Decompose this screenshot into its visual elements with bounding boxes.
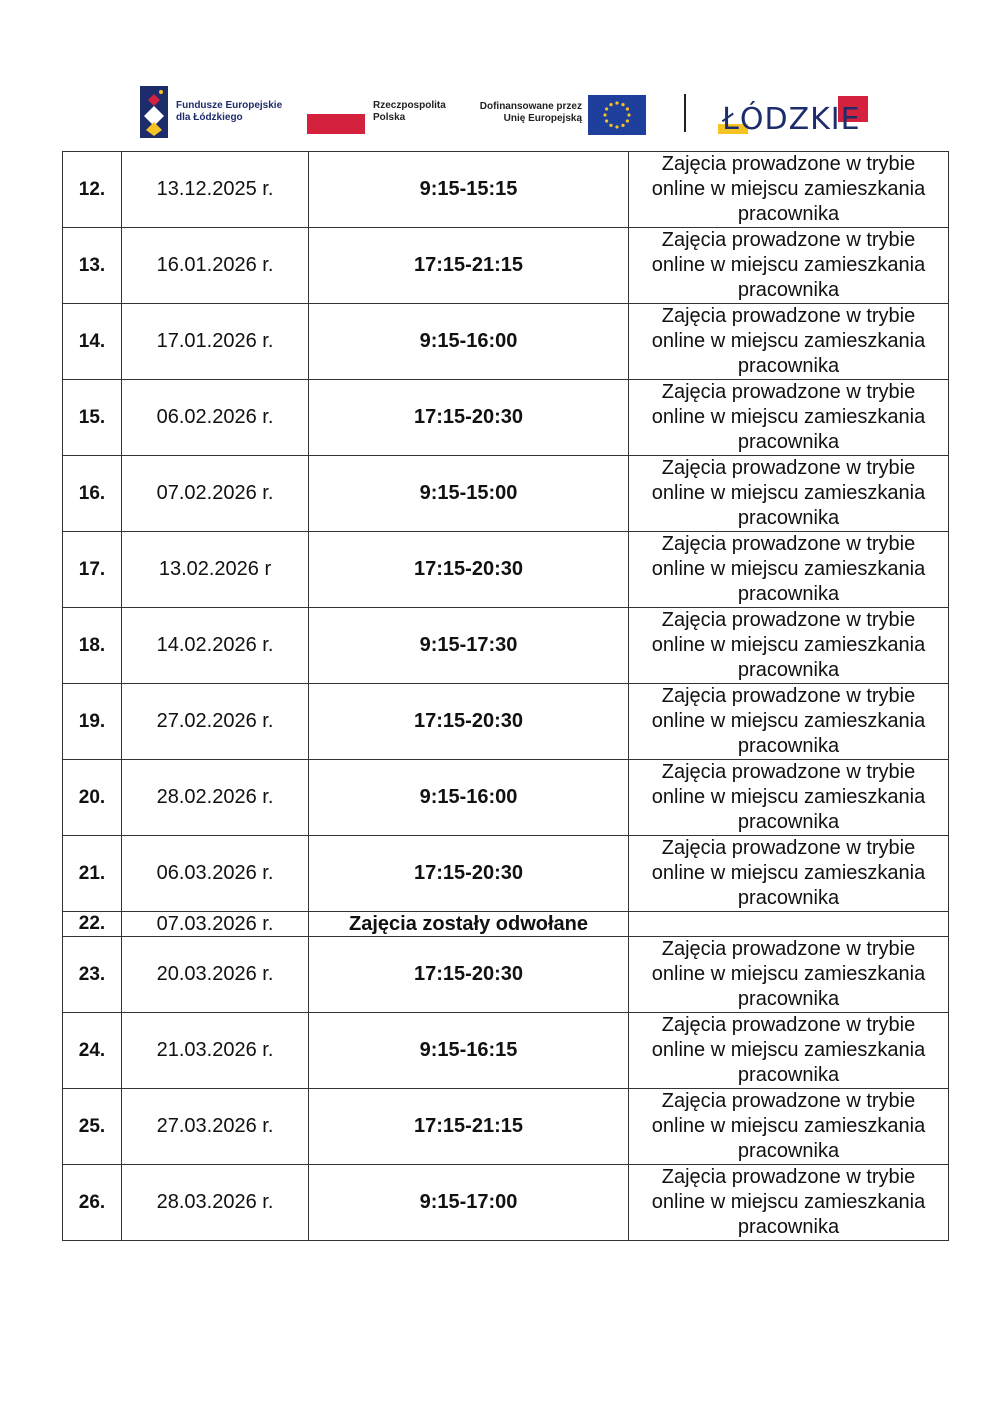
row-number: 14. [63, 304, 122, 380]
table-row [63, 304, 949, 380]
row-date: 13.12.2025 r. [122, 152, 309, 228]
row-description [629, 1013, 949, 1089]
row-number: 16. [63, 456, 122, 532]
description-line: Zajęcia prowadzone w trybie [661, 761, 916, 783]
description-line: pracownika [737, 887, 840, 909]
fe-text-line-2: dla Łódzkiego [176, 112, 243, 123]
description-line: Zajęcia prowadzone w trybie [661, 381, 916, 403]
description-line: Zajęcia prowadzone w trybie [661, 685, 916, 707]
polish-flag-icon [307, 114, 365, 134]
row-date: 21.03.2026 r. [122, 1013, 309, 1089]
logo-bar [0, 0, 1000, 150]
description-line: Zajęcia prowadzone w trybie [661, 1090, 916, 1112]
table-row [63, 836, 949, 912]
row-description [629, 152, 949, 228]
description-line: pracownika [737, 355, 840, 377]
description-line: Zajęcia prowadzone w trybie [661, 153, 916, 175]
description-line: online w miejscu zamieszkania [651, 1191, 926, 1213]
row-description [629, 684, 949, 760]
description-line: pracownika [737, 811, 840, 833]
row-date: 07.03.2026 r. [122, 912, 309, 937]
description-line: online w miejscu zamieszkania [651, 330, 926, 352]
description-line: pracownika [737, 659, 840, 681]
table-row [63, 1089, 949, 1165]
row-description [629, 1089, 949, 1165]
description-line: online w miejscu zamieszkania [651, 786, 926, 808]
row-time: 9:15-17:00 [309, 1165, 629, 1241]
row-time: 17:15-20:30 [309, 937, 629, 1013]
eu-flag-icon [588, 95, 646, 135]
row-number: 20. [63, 760, 122, 836]
table-row [63, 1013, 949, 1089]
row-date: 28.03.2026 r. [122, 1165, 309, 1241]
table-row [63, 1165, 949, 1241]
row-date: 06.02.2026 r. [122, 380, 309, 456]
row-time: 9:15-15:15 [309, 152, 629, 228]
description-line: online w miejscu zamieszkania [651, 406, 926, 428]
row-description [629, 912, 949, 937]
fundusze-europejskie-icon [140, 86, 168, 138]
lodzkie-logo [718, 96, 878, 136]
row-date: 27.02.2026 r. [122, 684, 309, 760]
lodzkie-wordmark: ŁÓDZKIE [722, 102, 861, 137]
rp-text-line-1: Rzeczpospolita [373, 100, 446, 111]
description-line: pracownika [737, 988, 840, 1010]
row-description [629, 760, 949, 836]
description-line: Zajęcia prowadzone w trybie [661, 1014, 916, 1036]
row-time: 9:15-15:00 [309, 456, 629, 532]
description-line: online w miejscu zamieszkania [651, 558, 926, 580]
row-date: 06.03.2026 r. [122, 836, 309, 912]
description-line: Zajęcia prowadzone w trybie [661, 1166, 916, 1188]
row-number: 17. [63, 532, 122, 608]
table-row [63, 937, 949, 1013]
fe-text-line-1: Fundusze Europejskie [176, 100, 283, 111]
description-line: pracownika [737, 583, 840, 605]
row-time: Zajęcia zostały odwołane [309, 912, 629, 937]
description-line: pracownika [737, 279, 840, 301]
row-time: 17:15-20:30 [309, 836, 629, 912]
description-line: pracownika [737, 1216, 840, 1238]
description-line: online w miejscu zamieszkania [651, 963, 926, 985]
description-line: Zajęcia prowadzone w trybie [661, 457, 916, 479]
row-date: 16.01.2026 r. [122, 228, 309, 304]
row-number: 13. [63, 228, 122, 304]
row-date: 20.03.2026 r. [122, 937, 309, 1013]
row-description [629, 456, 949, 532]
row-number: 23. [63, 937, 122, 1013]
row-time: 9:15-17:30 [309, 608, 629, 684]
row-number: 22. [63, 912, 122, 937]
row-date: 27.03.2026 r. [122, 1089, 309, 1165]
table-row [63, 760, 949, 836]
row-time: 9:15-16:00 [309, 304, 629, 380]
description-line: Zajęcia prowadzone w trybie [661, 938, 916, 960]
table-row [63, 912, 949, 937]
row-number: 25. [63, 1089, 122, 1165]
row-description [629, 1165, 949, 1241]
table-row [63, 684, 949, 760]
row-time: 9:15-16:00 [309, 760, 629, 836]
table-row [63, 608, 949, 684]
description-line: Zajęcia prowadzone w trybie [661, 609, 916, 631]
row-date: 14.02.2026 r. [122, 608, 309, 684]
description-line: online w miejscu zamieszkania [651, 1115, 926, 1137]
row-description [629, 304, 949, 380]
description-line: pracownika [737, 431, 840, 453]
description-line: online w miejscu zamieszkania [651, 482, 926, 504]
row-number: 21. [63, 836, 122, 912]
row-description [629, 380, 949, 456]
row-time: 17:15-21:15 [309, 228, 629, 304]
description-line: pracownika [737, 735, 840, 757]
rp-text-line-2: Polska [373, 112, 406, 123]
eu-text-line-1: Dofinansowane przez [479, 101, 582, 112]
description-line: Zajęcia prowadzone w trybie [661, 533, 916, 555]
row-number: 19. [63, 684, 122, 760]
row-number: 24. [63, 1013, 122, 1089]
row-time: 17:15-20:30 [309, 380, 629, 456]
row-number: 18. [63, 608, 122, 684]
table-row [63, 456, 949, 532]
row-number: 12. [63, 152, 122, 228]
description-line: Zajęcia prowadzone w trybie [661, 305, 916, 327]
description-line: pracownika [737, 507, 840, 529]
description-line: Zajęcia prowadzone w trybie [661, 229, 916, 251]
row-time: 17:15-20:30 [309, 532, 629, 608]
eu-cofunded-logo [470, 95, 650, 137]
row-description [629, 228, 949, 304]
row-date: 13.02.2026 r [122, 532, 309, 608]
table-row [63, 532, 949, 608]
row-time: 17:15-20:30 [309, 684, 629, 760]
description-line: online w miejscu zamieszkania [651, 634, 926, 656]
logo-separator [684, 94, 686, 132]
description-line: online w miejscu zamieszkania [651, 254, 926, 276]
row-date: 17.01.2026 r. [122, 304, 309, 380]
row-description [629, 937, 949, 1013]
row-time: 17:15-21:15 [309, 1089, 629, 1165]
row-description [629, 532, 949, 608]
row-date: 07.02.2026 r. [122, 456, 309, 532]
schedule-table-body [63, 152, 949, 1241]
fundusze-europejskie-logo [140, 86, 290, 138]
table-row [63, 380, 949, 456]
rzeczpospolita-polska-logo [307, 100, 457, 140]
description-line: online w miejscu zamieszkania [651, 178, 926, 200]
row-number: 15. [63, 380, 122, 456]
row-time: 9:15-16:15 [309, 1013, 629, 1089]
description-line: pracownika [737, 1064, 840, 1086]
row-number: 26. [63, 1165, 122, 1241]
table-row [63, 152, 949, 228]
description-line: online w miejscu zamieszkania [651, 862, 926, 884]
description-line: online w miejscu zamieszkania [651, 710, 926, 732]
description-line: pracownika [737, 1140, 840, 1162]
table-row [63, 228, 949, 304]
eu-text-line-2: Unię Europejską [503, 113, 582, 124]
row-description [629, 836, 949, 912]
schedule-table [62, 151, 949, 1241]
description-line: Zajęcia prowadzone w trybie [661, 837, 916, 859]
row-description [629, 608, 949, 684]
description-line: online w miejscu zamieszkania [651, 1039, 926, 1061]
row-date: 28.02.2026 r. [122, 760, 309, 836]
description-line: pracownika [737, 203, 840, 225]
